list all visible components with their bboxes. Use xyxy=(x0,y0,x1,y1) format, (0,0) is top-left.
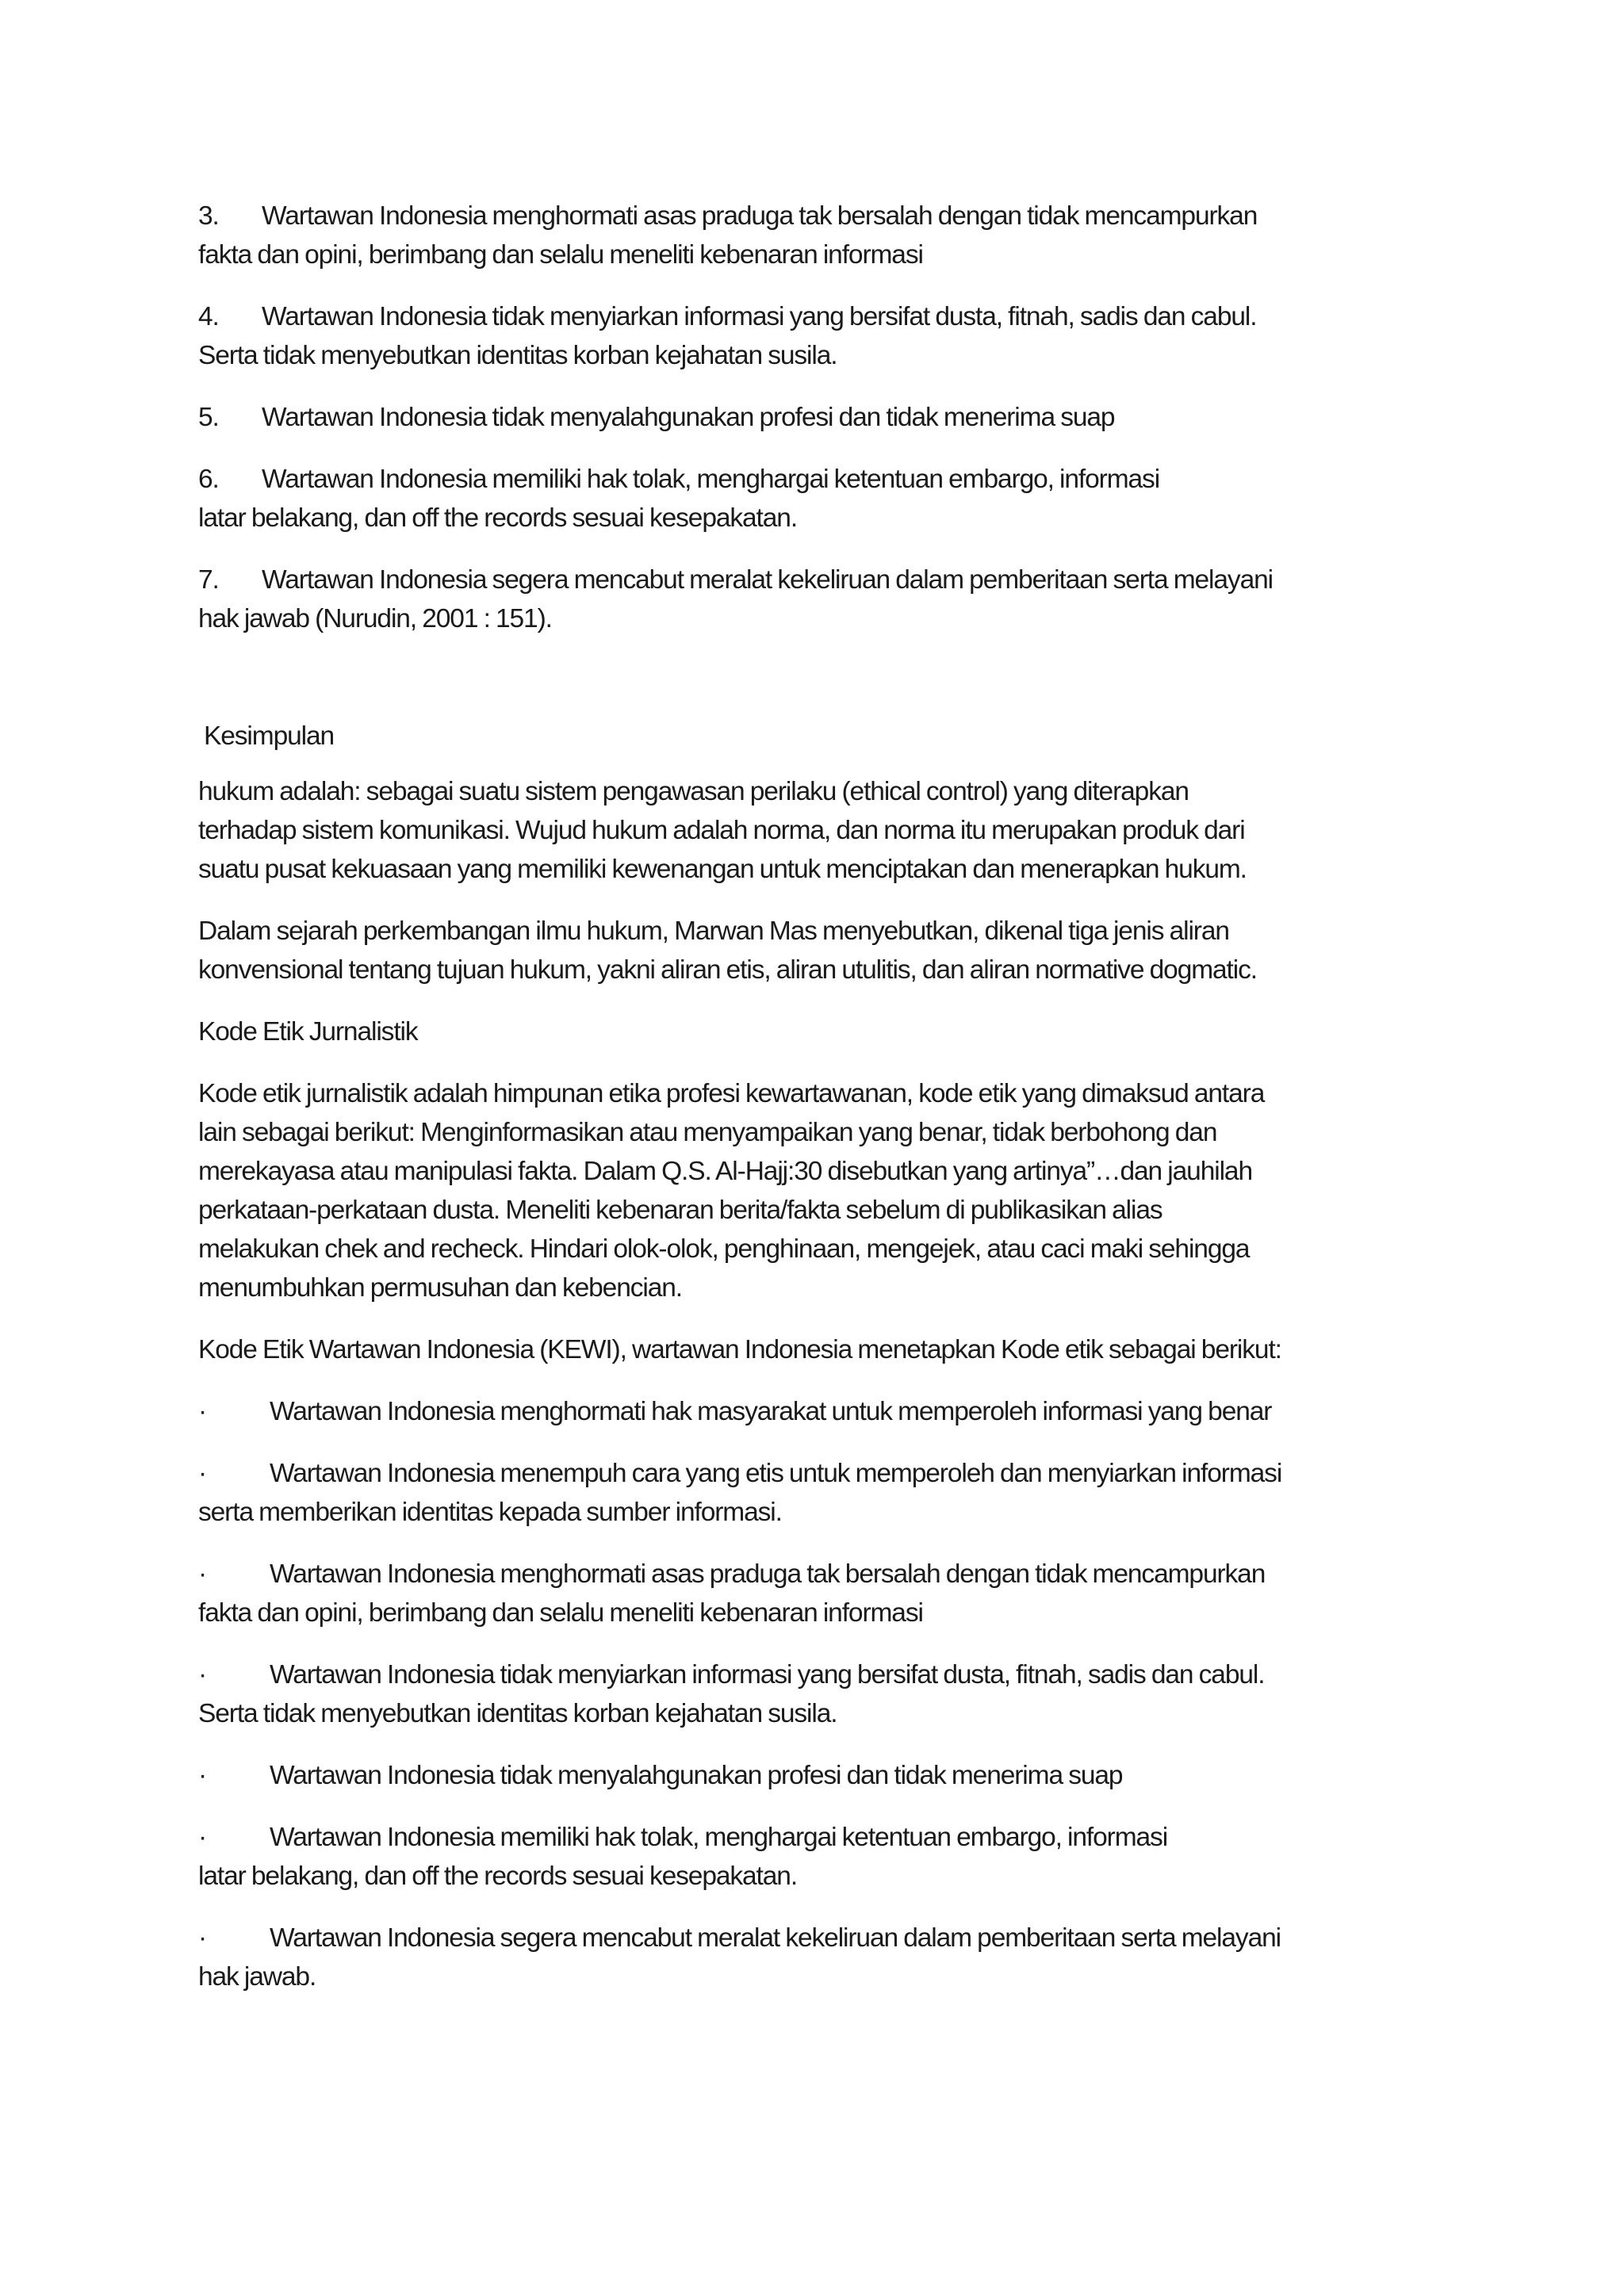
item-number: 6. xyxy=(198,465,219,494)
bullet-item-6 xyxy=(198,1818,1467,1896)
item-text-continued: hak jawab (Nurudin, 2001 : 151). xyxy=(198,604,552,633)
kesimpulan-heading xyxy=(198,717,1467,756)
paragraph-line: Kode etik jurnalistik adalah himpunan etika profesi kewartawanan, kode etik yang dimaksud antara xyxy=(198,1079,1265,1108)
bullet-text: Wartawan Indonesia menghormati asas praduga tak bersalah dengan tidak mencampurkan xyxy=(270,1559,1266,1589)
numbered-item-line xyxy=(198,460,1467,499)
document-body xyxy=(198,197,1467,2019)
bullet-item-5 xyxy=(198,1756,1467,1795)
item-number: 4. xyxy=(198,302,219,331)
bullet-line xyxy=(198,1756,1467,1795)
numbered-item-4 xyxy=(198,297,1467,375)
item-number: 3. xyxy=(198,201,219,231)
kesimpulan-paragraph-1 xyxy=(198,772,1467,889)
bullet-text-continued: fakta dan opini, berimbang dan selalu meneliti kebenaran informasi xyxy=(198,1598,923,1628)
numbered-item-line xyxy=(198,561,1467,599)
numbered-item-3 xyxy=(198,197,1467,274)
bullet-text-continued: latar belakang, dan off the records sesuai kesepakatan. xyxy=(198,1862,798,1891)
bullet-dot: · xyxy=(198,1459,207,1488)
paragraph-line: konvensional tentang tujuan hukum, yakni aliran etis, aliran utulitis, dan aliran normative dogmatic. xyxy=(198,955,1257,985)
bullet-dot: · xyxy=(198,1559,207,1589)
item-text-continued: fakta dan opini, berimbang dan selalu meneliti kebenaran informasi xyxy=(198,240,923,270)
bullet-line xyxy=(198,1392,1467,1431)
paragraph-line: melakukan chek and recheck. Hindari olok-olok, penghinaan, mengejek, atau caci maki sehingga xyxy=(198,1234,1250,1264)
bullet-item-7 xyxy=(198,1919,1467,1996)
kesimpulan-paragraph-2 xyxy=(198,912,1467,989)
paragraph-line: lain sebagai berikut: Menginformasikan atau menyampaikan yang benar, tidak berbohong dan xyxy=(198,1118,1217,1147)
item-text: Wartawan Indonesia tidak menyalahgunakan profesi dan tidak menerima suap xyxy=(262,403,1115,432)
bullet-dot: · xyxy=(198,1823,207,1852)
item-text: Wartawan Indonesia tidak menyiarkan informasi yang bersifat dusta, fitnah, sadis dan cabul. xyxy=(262,302,1257,331)
item-text: Wartawan Indonesia menghormati asas praduga tak bersalah dengan tidak mencampurkan xyxy=(262,201,1258,231)
bullet-text: Wartawan Indonesia tidak menyalahgunakan profesi dan tidak menerima suap xyxy=(270,1761,1123,1790)
bullet-dot: · xyxy=(198,1761,207,1790)
bullet-text-continued: serta memberikan identitas kepada sumber informasi. xyxy=(198,1498,782,1527)
numbered-item-line xyxy=(198,297,1467,336)
section-heading: Kode Etik Jurnalistik xyxy=(198,1017,418,1047)
bullet-text: Wartawan Indonesia menempuh cara yang etis untuk memperoleh dan menyiarkan informasi xyxy=(270,1459,1282,1488)
paragraph-line: menumbuhkan permusuhan dan kebencian. xyxy=(198,1273,682,1303)
paragraph-line: terhadap sistem komunikasi. Wujud hukum adalah norma, dan norma itu merupakan produk dari xyxy=(198,816,1245,845)
kewi-intro xyxy=(198,1330,1467,1369)
bullet-item-3 xyxy=(198,1555,1467,1632)
bullet-item-4 xyxy=(198,1655,1467,1733)
bullet-text-continued: hak jawab. xyxy=(198,1962,316,1992)
item-number: 5. xyxy=(198,403,219,432)
bullet-line xyxy=(198,1655,1467,1694)
paragraph-line: perkataan-perkataan dusta. Meneliti kebenaran berita/fakta sebelum di publikasikan alias xyxy=(198,1196,1162,1225)
kode-etik-heading xyxy=(198,1012,1467,1051)
paragraph-line: hukum adalah: sebagai suatu sistem pengawasan perilaku (ethical control) yang diterapkan xyxy=(198,777,1189,806)
bullet-line xyxy=(198,1818,1467,1857)
bullet-line xyxy=(198,1454,1467,1493)
numbered-item-line xyxy=(198,398,1467,437)
paragraph-line: Dalam sejarah perkembangan ilmu hukum, Marwan Mas menyebutkan, dikenal tiga jenis aliran xyxy=(198,916,1229,946)
bullet-dot: · xyxy=(198,1923,207,1953)
item-number: 7. xyxy=(198,565,219,595)
bullet-line xyxy=(198,1555,1467,1594)
bullet-line xyxy=(198,1919,1467,1957)
bullet-text: Wartawan Indonesia segera mencabut meralat kekeliruan dalam pemberitaan serta melayani xyxy=(270,1923,1281,1953)
bullet-text: Wartawan Indonesia menghormati hak masyarakat untuk memperoleh informasi yang benar xyxy=(270,1397,1272,1426)
item-text: Wartawan Indonesia memiliki hak tolak, menghargai ketentuan embargo, informasi xyxy=(262,465,1160,494)
numbered-item-5 xyxy=(198,398,1467,437)
item-text: Wartawan Indonesia segera mencabut meralat kekeliruan dalam pemberitaan serta melayani xyxy=(262,565,1273,595)
numbered-item-6 xyxy=(198,460,1467,538)
paragraph-line: merekayasa atau manipulasi fakta. Dalam Q.S. Al-Hajj:30 disebutkan yang artinya”…dan jauhilah xyxy=(198,1157,1252,1186)
numbered-item-7 xyxy=(198,561,1467,638)
bullet-text: Wartawan Indonesia memiliki hak tolak, menghargai ketentuan embargo, informasi xyxy=(270,1823,1168,1852)
kode-etik-paragraph xyxy=(198,1074,1467,1307)
bullet-text-continued: Serta tidak menyebutkan identitas korban kejahatan susila. xyxy=(198,1699,837,1728)
item-text-continued: latar belakang, dan off the records sesuai kesepakatan. xyxy=(198,503,798,533)
bullet-item-2 xyxy=(198,1454,1467,1532)
bullet-item-1 xyxy=(198,1392,1467,1431)
bullet-dot: · xyxy=(198,1660,207,1689)
paragraph-line: Kode Etik Wartawan Indonesia (KEWI), wartawan Indonesia menetapkan Kode etik sebagai berikut: xyxy=(198,1335,1281,1364)
paragraph-line: suatu pusat kekuasaan yang memiliki kewenangan untuk menciptakan dan menerapkan hukum. xyxy=(198,855,1247,884)
section-heading: Kesimpulan xyxy=(204,721,335,751)
bullet-text: Wartawan Indonesia tidak menyiarkan informasi yang bersifat dusta, fitnah, sadis dan cabul. xyxy=(270,1660,1265,1689)
item-text-continued: Serta tidak menyebutkan identitas korban kejahatan susila. xyxy=(198,341,837,370)
numbered-item-line xyxy=(198,197,1467,235)
bullet-dot: · xyxy=(198,1397,207,1426)
